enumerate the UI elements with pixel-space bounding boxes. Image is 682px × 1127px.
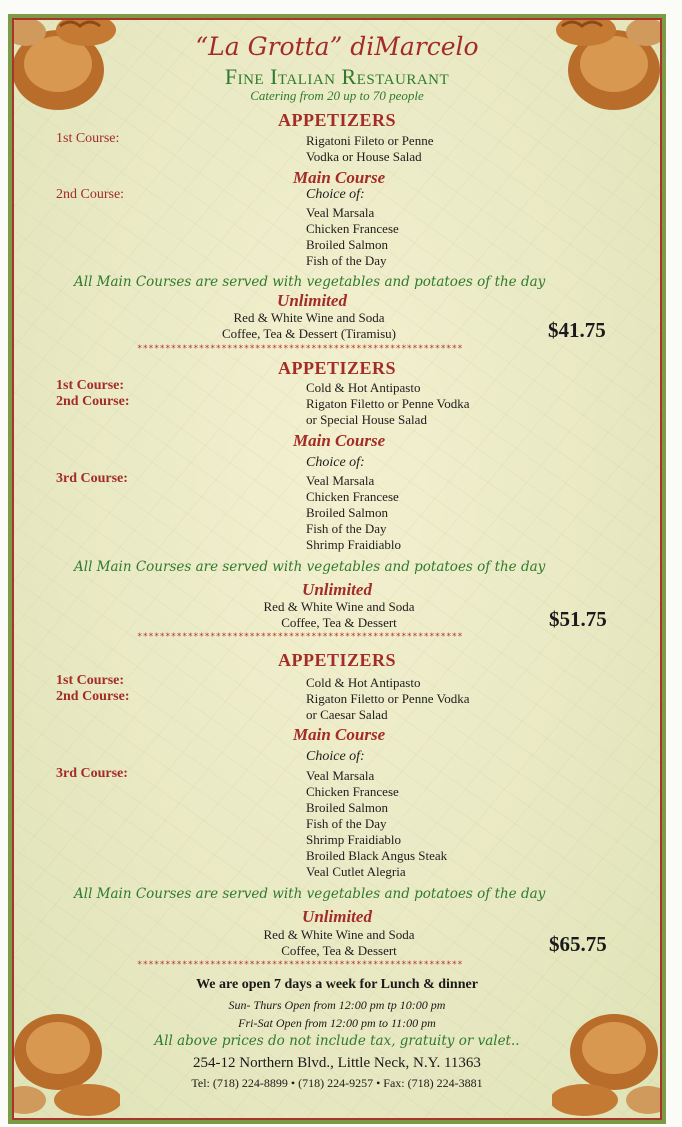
appetizers-heading: APPETIZERS xyxy=(277,110,397,130)
menu-item: Veal Cutlet Alegria xyxy=(306,864,406,879)
menu-item: Veal Marsala xyxy=(306,768,375,783)
appetizers-heading: APPETIZERS xyxy=(277,650,397,670)
menu-item: Chicken Francese xyxy=(306,784,399,799)
menu-item: Fish of the Day xyxy=(306,816,387,831)
main-course-heading: Main Course xyxy=(293,431,386,450)
menu-item: Broiled Salmon xyxy=(306,237,388,252)
restaurant-name: “La Grotta” diMarcelo xyxy=(195,32,479,61)
unlimited-item: Coffee, Tea & Dessert xyxy=(281,943,397,958)
star-divider: ********************************************************** xyxy=(137,632,463,642)
menu-price: $51.75 xyxy=(549,607,607,631)
menu-item: or Special House Salad xyxy=(306,412,427,427)
appetizers-heading: APPETIZERS xyxy=(277,358,397,378)
unlimited-heading: Unlimited xyxy=(302,907,372,926)
choice-of-label: Choice of: xyxy=(306,749,365,764)
unlimited-item: Red & White Wine and Soda xyxy=(263,599,415,614)
served-with-note: All Main Courses are served with vegetables and potatoes of the day xyxy=(74,559,546,575)
menu-item: Chicken Francese xyxy=(306,489,399,504)
menu-item: Vodka or House Salad xyxy=(306,149,422,164)
course-label: 1st Course: xyxy=(56,131,120,146)
unlimited-item: Coffee, Tea & Dessert (Tiramisu) xyxy=(222,326,396,341)
served-with-note: All Main Courses are served with vegetables and potatoes of the day xyxy=(74,274,546,290)
menu-item: Broiled Salmon xyxy=(306,800,388,815)
menu-item: Fish of the Day xyxy=(306,253,387,268)
hours-fri-sat: Fri-Sat Open from 12:00 pm to 11:00 pm xyxy=(238,1016,436,1030)
menu-item: Cold & Hot Antipasto xyxy=(306,380,421,395)
unlimited-heading: Unlimited xyxy=(302,580,372,599)
restaurant-tagline: Fine Italian Restaurant xyxy=(224,64,450,89)
menu-item: Broiled Black Angus Steak xyxy=(306,848,448,863)
menu-item: Chicken Francese xyxy=(306,221,399,236)
choice-of-label: Choice of: xyxy=(306,187,365,202)
course-label: 2nd Course: xyxy=(56,187,125,202)
menu-item: or Caesar Salad xyxy=(306,707,388,722)
phone-numbers: Tel: (718) 224-8899 • (718) 224-9257 • Fax: (718) 224-3881 xyxy=(191,1076,483,1090)
unlimited-heading: Unlimited xyxy=(277,291,347,310)
menu-item: Veal Marsala xyxy=(306,205,375,220)
course-label: 1st Course: xyxy=(56,378,125,393)
menu-item: Rigatoni Fileto or Penne xyxy=(306,133,434,148)
prices-disclaimer: All above prices do not include tax, gratuity or valet.. xyxy=(154,1033,520,1049)
menu-item: Broiled Salmon xyxy=(306,505,388,520)
menu-item: Cold & Hot Antipasto xyxy=(306,675,421,690)
star-divider: ********************************************************** xyxy=(137,344,463,354)
unlimited-item: Red & White Wine and Soda xyxy=(263,927,415,942)
course-label: 2nd Course: xyxy=(56,394,130,409)
menu-price: $65.75 xyxy=(549,932,607,956)
course-label: 3rd Course: xyxy=(56,766,128,781)
course-label: 3rd Course: xyxy=(56,471,128,486)
main-course-heading: Main Course xyxy=(293,725,386,744)
unlimited-item: Coffee, Tea & Dessert xyxy=(281,615,397,630)
menu-item: Fish of the Day xyxy=(306,521,387,536)
star-divider: ********************************************************** xyxy=(137,960,463,970)
course-label: 1st Course: xyxy=(56,673,125,688)
catering-note: Catering from 20 up to 70 people xyxy=(250,88,424,103)
served-with-note: All Main Courses are served with vegetables and potatoes of the day xyxy=(74,886,546,902)
menu-price: $41.75 xyxy=(548,318,606,342)
hours-sun-thurs: Sun- Thurs Open from 12:00 pm tp 10:00 pm xyxy=(228,998,446,1012)
course-label: 2nd Course: xyxy=(56,689,130,704)
menu-paper xyxy=(14,20,660,1118)
choice-of-label: Choice of: xyxy=(306,455,365,470)
menu-item: Rigaton Filetto or Penne Vodka xyxy=(306,396,470,411)
menu-item: Shrimp Fraidiablo xyxy=(306,832,401,847)
menu-item: Shrimp Fraidiablo xyxy=(306,537,401,552)
menu-item: Rigaton Filetto or Penne Vodka xyxy=(306,691,470,706)
menu-item: Veal Marsala xyxy=(306,473,375,488)
address: 254-12 Northern Blvd., Little Neck, N.Y. 11363 xyxy=(193,1055,481,1071)
hours-headline: We are open 7 days a week for Lunch & dinner xyxy=(196,977,478,992)
unlimited-item: Red & White Wine and Soda xyxy=(233,310,385,325)
main-course-heading: Main Course xyxy=(293,168,386,187)
